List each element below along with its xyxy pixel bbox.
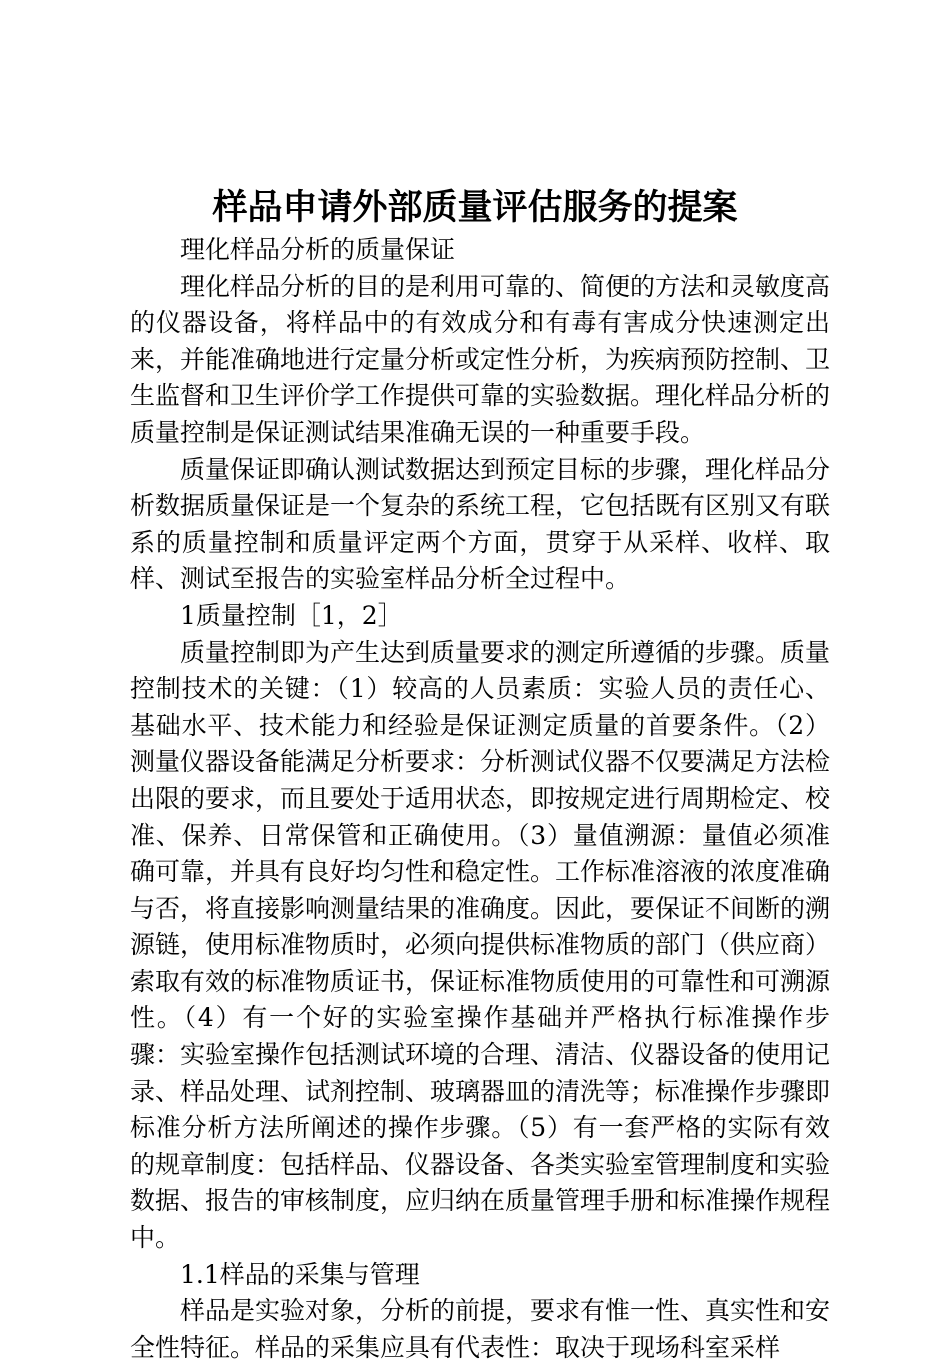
paragraph-quality-control: 质量控制即为产生达到质量要求的测定所遵循的步骤。质量控制技术的关键：（1）较高的人员素质：实验人员的责任心、基础水平、技术能力和经验是保证测定质量的首要条件。（2）测量仪器设备能满足分析要求：分析测试仪器不仅要满足方法检出限的要求，而且要处于适用状态，即按规定进行周期检定、校准、保养、日常保管和正确使用。（3）量值溯源：量值必须准确可靠，并具有良好均匀性和稳定性。工作标准溶液的浓度准确与否，将直接影响测量结果的准确度。因此，要保证不间断的溯源链，使用标准物质时，必须向提供标准物质的部门（供应商）索取有效的标准物质证书，保证标准物质使用的可靠性和可溯源性。（4）有一个好的实验室操作基础并严格执行标准操作步骤：实验室操作包括测试环境的合理、清洁、仪器设备的使用记录、样品处理、试剂控制、玻璃器皿的清洗等；标准操作步骤即标准分析方法所阐述的操作步骤。（5）有一套严格的实际有效的规章制度：包括样品、仪器设备、各类实验室管理制度和实验数据、报告的审核制度，应归纳在质量管理手册和标准操作规程中。 xyxy=(130,637,831,1253)
paragraph-purpose: 理化样品分析的目的是利用可靠的、简便的方法和灵敏度高的仪器设备，将样品中的有效成分和有毒有害成分快速测定出来，并能准确地进行定量分析或定性分析，为疾病预防控制、卫生监督和卫生评价学工作提供可靠的实验数据。理化样品分析的质量控制是保证测试结果准确无误的一种重要手段。 xyxy=(130,271,831,447)
document-title: 样品申请外部质量评估服务的提案 xyxy=(212,188,738,228)
section-heading-quality-control: 1质量控制［1，2］ xyxy=(180,600,403,630)
document-body xyxy=(130,232,830,1366)
section-heading-sample-collection: 1.1样品的采集与管理 xyxy=(180,1259,420,1289)
section-heading-quality-assurance: 理化样品分析的质量保证 xyxy=(180,235,456,264)
paragraph-quality-assurance: 质量保证即确认测试数据达到预定目标的步骤，理化样品分析数据质量保证是一个复杂的系统工程，它包括既有区别又有联系的质量控制和质量评定两个方面，贯穿于从采样、收样、取样、测试至报告的实验室样品分析全过程中。 xyxy=(130,454,831,594)
paragraph-sample-collection: 样品是实验对象，分析的前提，要求有惟一性、真实性和安全性特征。样品的采集应具有代表性：取决于现场科室采样 xyxy=(130,1296,831,1362)
